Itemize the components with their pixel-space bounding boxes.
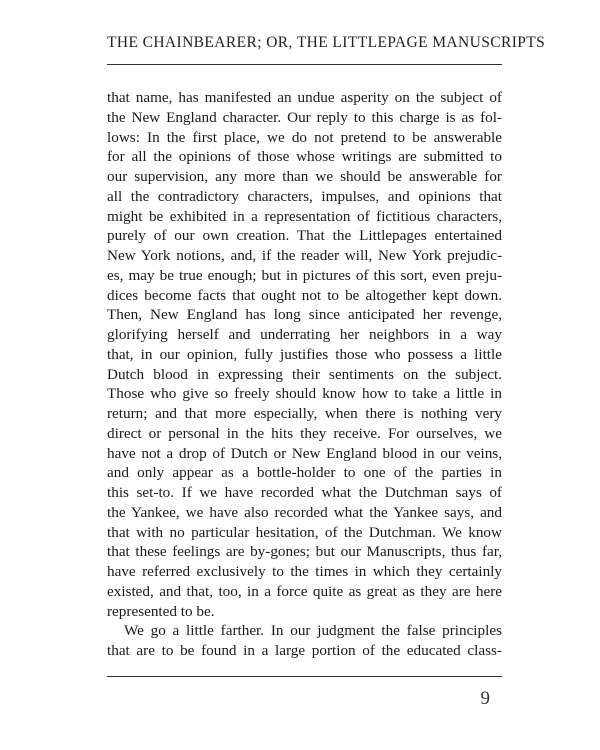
text-line: New York notions, and, if the reader will, New York prejudic- [107,247,502,264]
paragraph-end-line: represented to be. [107,602,215,620]
text-line: all the contradictory characters, impulses, and opinions that [107,187,502,205]
body-text [107,88,502,661]
text-line: that these feelings are by-gones; but our Manuscripts, thus far, [107,543,502,561]
text-line: existed, and that, too, in a force quite as great as they are here [107,582,502,600]
text-line: have not a drop of Dutch or New England blood in our veins, [107,444,502,462]
text-line: purely of our own creation. That the Littlepages entertained [107,227,502,245]
page-number: 9 [480,688,490,709]
text-line: have referred exclusively to the times in which they certainly [107,563,502,580]
text-line: might be exhibited in a representation of fictitious characters, [107,207,502,225]
text-line: that with no particular hesitation, of the Dutchman. We know [107,523,502,541]
text-line: for all the opinions of those whose writings are submitted to [107,148,502,166]
text-line: that, in our opinion, fully justifies those who possess a little [107,345,502,363]
text-line: Then, New England has long since anticipated her revenge, [107,306,502,324]
paragraph-start-line: We go a little farther. In our judgment the false principles [124,622,502,640]
text-line: that name, has manifested an undue asperity on the subject of [107,89,502,106]
text-line: that are to be found in a large portion of the educated class- [107,642,502,659]
text-line: es, may be true enough; but in pictures of this sort, even preju- [107,266,502,284]
text-line: Dutch blood in expressing their sentiments on the subject. [107,365,502,383]
header-rule [107,64,502,65]
text-line: and only appear as a bottle-holder to one of the parties in [107,464,502,482]
text-line: the Yankee, we have also recorded what the Yankee says, and [107,503,502,521]
footer-rule [107,676,502,677]
text-line: direct or personal in the hits they receive. For ourselves, we [107,424,502,442]
text-line: Those who give so freely should know how to take a little in [107,385,502,403]
text-line: this set-to. If we have recorded what the Dutchman says of [107,484,502,501]
text-line: the New England character. Our reply to this charge is as fol- [107,108,502,126]
text-line: return; and that more especially, when there is nothing very [107,405,502,422]
text-line: glorifying herself and underrating her neighbors in a way [107,326,502,343]
text-line: lows: In the first place, we do not pretend to be answerable [107,128,502,146]
running-head: THE CHAINBEARER; OR, THE LITTLEPAGE MANUSCRIPTS [107,34,546,51]
text-line: dices become facts that ought not to be altogether kept down. [107,286,502,304]
text-line: our supervision, any more than we should be answerable for [107,168,502,185]
